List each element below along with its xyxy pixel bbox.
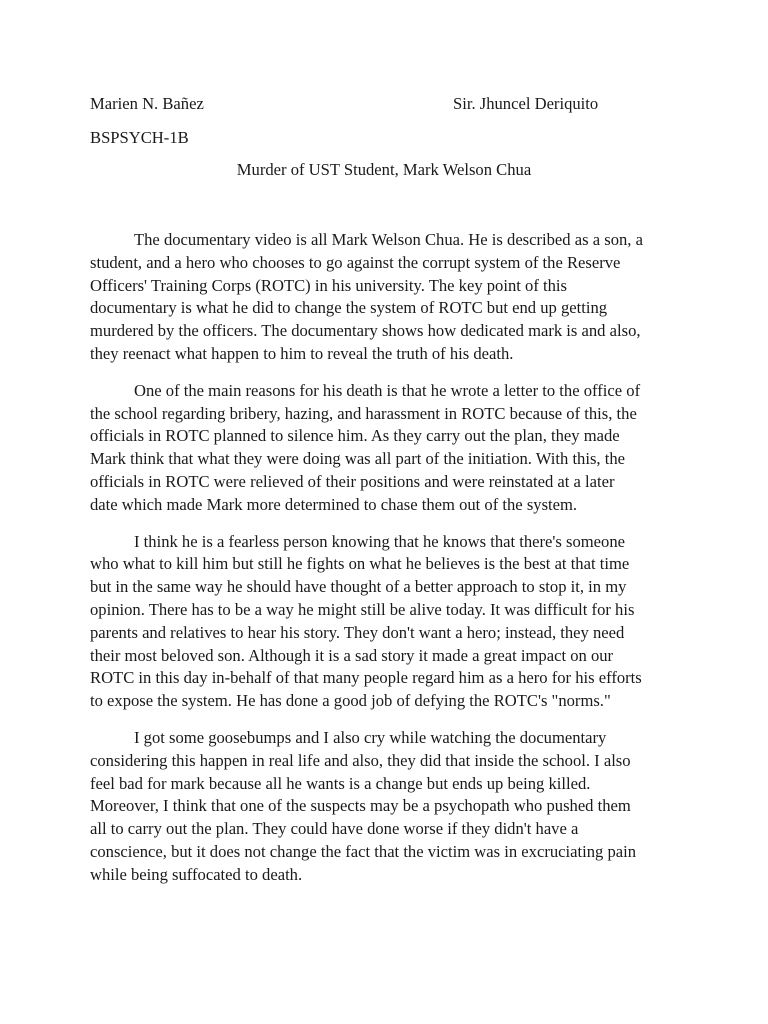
course-section: BSPSYCH-1B [90, 128, 189, 147]
body-paragraph [90, 727, 686, 887]
paragraph-line: the school regarding bribery, hazing, and harassment in ROTC because of this, the [90, 403, 637, 423]
paragraph-line: their most beloved son. Although it is a sad story it made a great impact on our [90, 645, 614, 665]
paragraph-line: student, and a hero who chooses to go against the corrupt system of the Reserve [90, 252, 621, 272]
paragraph-line: documentary is what he did to change the system of ROTC but end up getting [90, 298, 608, 318]
body-paragraph [90, 229, 686, 366]
paragraph-line: officials in ROTC were relieved of their positions and were reinstated at a later [90, 471, 615, 491]
body-paragraph [90, 531, 686, 713]
paragraph-line: conscience, but it does not change the fact that the victim was in excruciating pain [90, 841, 637, 861]
paragraph-line: Moreover, I think that one of the suspects may be a psychopath who pushed them [90, 796, 631, 816]
paragraph-line: ROTC in this day in-behalf of that many people regard him as a hero for his efforts [90, 668, 642, 688]
paragraph-line: while being suffocated to death. [90, 864, 303, 884]
body-paragraph [90, 380, 686, 517]
document-title: Murder of UST Student, Mark Welson Chua [236, 160, 532, 179]
paragraph-line: Officers' Training Corps (ROTC) in his university. The key point of this [90, 275, 567, 295]
paragraph-line: I got some goosebumps and I also cry while watching the documentary [134, 727, 607, 747]
paragraph-line: to expose the system. He has done a good job of defying the ROTC's "norms." [90, 691, 611, 711]
paragraph-line: Mark think that what they were doing was all part of the initiation. With this, the [90, 449, 625, 469]
paragraph-line: date which made Mark more determined to chase them out of the system. [90, 494, 578, 514]
paragraph-line: they reenact what happen to him to reveal the truth of his death. [90, 343, 514, 363]
paragraph-line: The documentary video is all Mark Welson Chua. He is described as a son, a [134, 230, 643, 249]
paragraph-line: parents and relatives to hear his story. They don't want a hero; instead, they need [90, 622, 625, 642]
paragraph-line: considering this happen in real life and also, they did that inside the school. I also [90, 750, 631, 770]
paragraph-line: I think he is a fearless person knowing that he knows that there's someone [134, 531, 626, 551]
paragraph-line: opinion. There has to be a way he might still be alive today. It was difficult for his [90, 599, 635, 619]
paragraph-line: One of the main reasons for his death is that he wrote a letter to the office of [134, 380, 641, 400]
instructor-name: Sir. Jhuncel Deriquito [453, 94, 599, 113]
author-name: Marien N. Bañez [90, 94, 204, 113]
paragraph-line: officials in ROTC planned to silence him. As they carry out the plan, they made [90, 426, 620, 446]
paragraph-line: feel bad for mark because all he wants is a change but ends up being killed. [90, 773, 591, 793]
document-body [90, 229, 686, 901]
header-row [90, 94, 690, 118]
paragraph-line: all to carry out the plan. They could have done worse if they didn't have a [90, 819, 579, 839]
paragraph-line: murdered by the officers. The documentary shows how dedicated mark is and also, [90, 321, 641, 341]
paragraph-line: who what to kill him but still he fights on what he believes is the best at that time [90, 554, 630, 574]
paragraph-line: but in the same way he should have thought of a better approach to stop it, in my [90, 577, 627, 597]
